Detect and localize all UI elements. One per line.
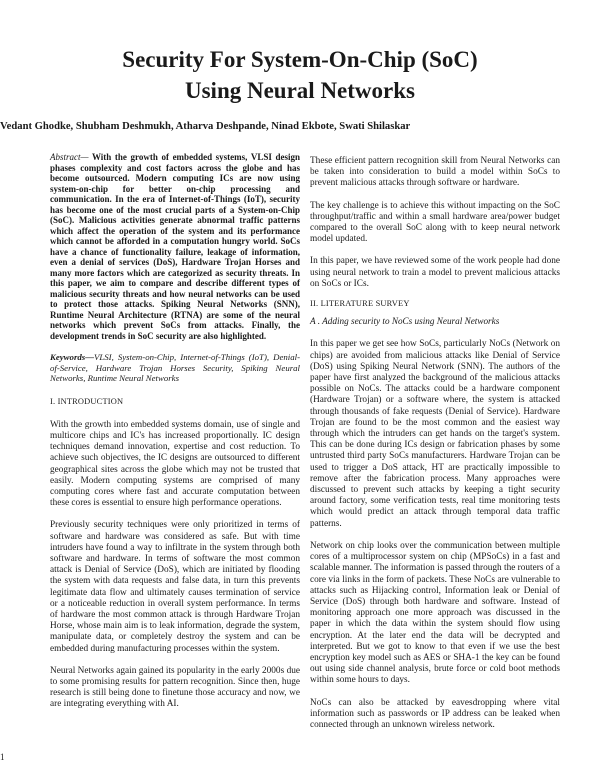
intro-paragraph-2: Previously security techniques were only prioritized in terms of software and hardware was considered as safe. But with time intruders have found a way to infiltrate in the system through both software and hardware. In terms of software the most common attack is Denial of Service (DoS), which are initiated by flooding the system with data requests and false data, in turn this prevents legitimate data flow and ultimately causes termination of service or a noticeable reduction in overall system performance. In terms of hardware the most common attack is through Hardware Trojan Horse, whose main aim is to leak information, degrade the system, manipulate data, or completely destroy the system and can be embedded during manufacturing processes within the system. — [50, 520, 300, 654]
paper-title — [0, 44, 600, 106]
paper-title-line-1: Security For System-On-Chip (SoC) — [122, 47, 478, 72]
section-heading-literature-survey: II. LITERATURE SURVEY — [310, 299, 410, 309]
intro-paragraph-1: With the growth into embedded systems domain, use of single and multicore chips and IC's has increased proportionally. IC design techniques demand innovation, expertise and cost reduction. To achieve such objectives, the IC designs are outsourced to different geographical sites across the globe which may not be trusted that easily. Modern computing systems are comprised of many computing cores where fast and accurate computation between these cores is essential to ensure high performance operations. — [50, 419, 300, 509]
author-list: Vedant Ghodke, Shubham Deshmukh, Atharva Deshpande, Ninad Ekbote, Swati Shilaskar — [0, 121, 411, 132]
intro-paragraph-4: These efficient pattern recognition skill from Neural Networks can be taken into consideration to build a model within SoCs to prevent malicious attacks through software or hardware. — [310, 156, 560, 189]
intro-paragraph-3: Neural Networks again gained its popularity in the early 2000s due to some promising results for pattern recognition. Since then, huge research is still being done to finetune those accuracy and now, we are integrating everything with AI. — [50, 665, 300, 710]
keywords-label: Keywords — [50, 352, 86, 362]
abstract: Abstract— With the growth of embedded systems, VLSI design phases complexity and cost factors across the globe and has become outsourced. Modern computing ICs are now using system-on-chip for better on-chip processing and communication. In the era of Internet-of-Things (IoT), security has become one of the most crucial parts of a System-on-Chip (SoC). Malicious activities generate abnormal traffic patterns which affect the operation of the system and its performance which cannot be afforded in a computation hungry world. SoCs have a chance of functionality failure, leakage of information, even a denial of services (DoS), Hardware Trojan Horses and many more factors which are categorized as security threats. In this paper, we aim to compare and describe different types of malicious security threats and how neural networks can be used to protect those attacks. Spiking Neural Networks (SNN), Runtime Neural Architecture (RTNA) are some of the neural networks which prevent SoCs from attacks. Finally, the development trends in SoC security are also highlighted. — [50, 152, 300, 341]
keywords: Keywords—VLSI, System-on-Chip, Internet-of-Things (IoT), Denial-of-Service, Hardware Trojan Horses Security, Spiking Neural Networks, Runtime Neural Networks — [50, 352, 300, 383]
intro-paragraph-6: In this paper, we have reviewed some of the work people had done using neural network to train a model to prevent malicious attacks on SoCs or ICs. — [310, 256, 560, 289]
abstract-label: Abstract — [50, 152, 81, 162]
abstract-text: With the growth of embedded systems, VLSI design phases complexity and cost factors across the globe and has become outsourced. Modern computing ICs are now using system-on-chip for better on-chip processing and communication. In the era of Internet-of-Things (IoT), security has become one of the most crucial parts of a System-on-Chip (SoC). Malicious activities generate abnormal traffic patterns which affect the operation of the system and its performance which cannot be afforded in a computation hungry world. SoCs have a chance of functionality failure, leakage of information, even a denial of services (DoS), Hardware Trojan Horses and many more factors which are categorized as security threats. In this paper, we aim to compare and describe different types of malicious security threats and how neural networks can be used to protect those attacks. Spiking Neural Networks (SNN), Runtime Neural Architecture (RTNA) are some of the neural networks which prevent SoCs from attacks. Finally, the development trends in SoC security are also highlighted. — [50, 152, 300, 341]
section-heading-introduction: I. INTRODUCTION — [50, 396, 124, 406]
literature-paragraph-2: Network on chip looks over the communication between multiple cores of a multiprocessor system on chip (MPSoCs) in a fast and scalable manner. The information is passed through the routers of a core via links in the form of packets. These NoCs are vulnerable to attacks such as Hijacking control, Information leak or Denial of Service (DoS) through both hardware and software. Instead of monitoring approach one more approach was discussed in the paper in which the data within the system should flow using encryption. At the later end the data will be decrypted and interpreted. But we got to know to that even if we use the best encryption key model such as AES or SHA-1 the key can be found out using side channel analysis, brute force or cold boot methods within some hours to days. — [310, 540, 560, 686]
literature-paragraph-3: NoCs can also be attacked by eavesdropping where vital information such as passwords or IP address can be leaked when connected through an unknown wireless network. — [310, 697, 560, 730]
left-column — [50, 152, 300, 711]
keywords-text: VLSI, System-on-Chip, Internet-of-Things (IoT), Denial-of-Service, Hardware Trojan Horses Security, Spiking Neural Networks, Runtime Neural Networks — [50, 352, 300, 383]
page-number: 1 — [0, 752, 5, 762]
intro-paragraph-5: The key challenge is to achieve this without impacting on the SoC throughput/traffic and within a small hardware area/power budget compared to the overall SoC along with to keep neural network model updated. — [310, 200, 560, 245]
paper-title-line-2: Using Neural Networks — [185, 78, 415, 103]
literature-paragraph-1: In this paper we get see how SoCs, particularly NoCs (Network on chips) are avoided from malicious attacks like Denial of Service (DoS) using Spiking Neural Network (SNN). The authors of the paper have first analyzed the background of the malicious attacks possible on NoCs. The attacks could be a hardware component (Hardware Trojan) or a software where, the system is attacked through thousands of fake requests (Denial of Service). Hardware Trojan are found to be the most common and the easiest way through which the intruders can get hands on the target's system. This can be done during ICs design or fabrication phases by some untrusted third party SoCs manufacturers. Hardware Trojan can be used to trigger a DoS attack, HT are practically impossible to remove after the fabrication process. Many approaches were discussed to prevent such attacks by keeping a tight security around factory, some verification tests, real time monitoring tests which would predict an attack through temporal data traffic patterns. — [310, 339, 560, 529]
right-column — [310, 152, 560, 731]
subsection-heading-a: A . Adding security to NoCs using Neural Networks — [310, 316, 500, 327]
